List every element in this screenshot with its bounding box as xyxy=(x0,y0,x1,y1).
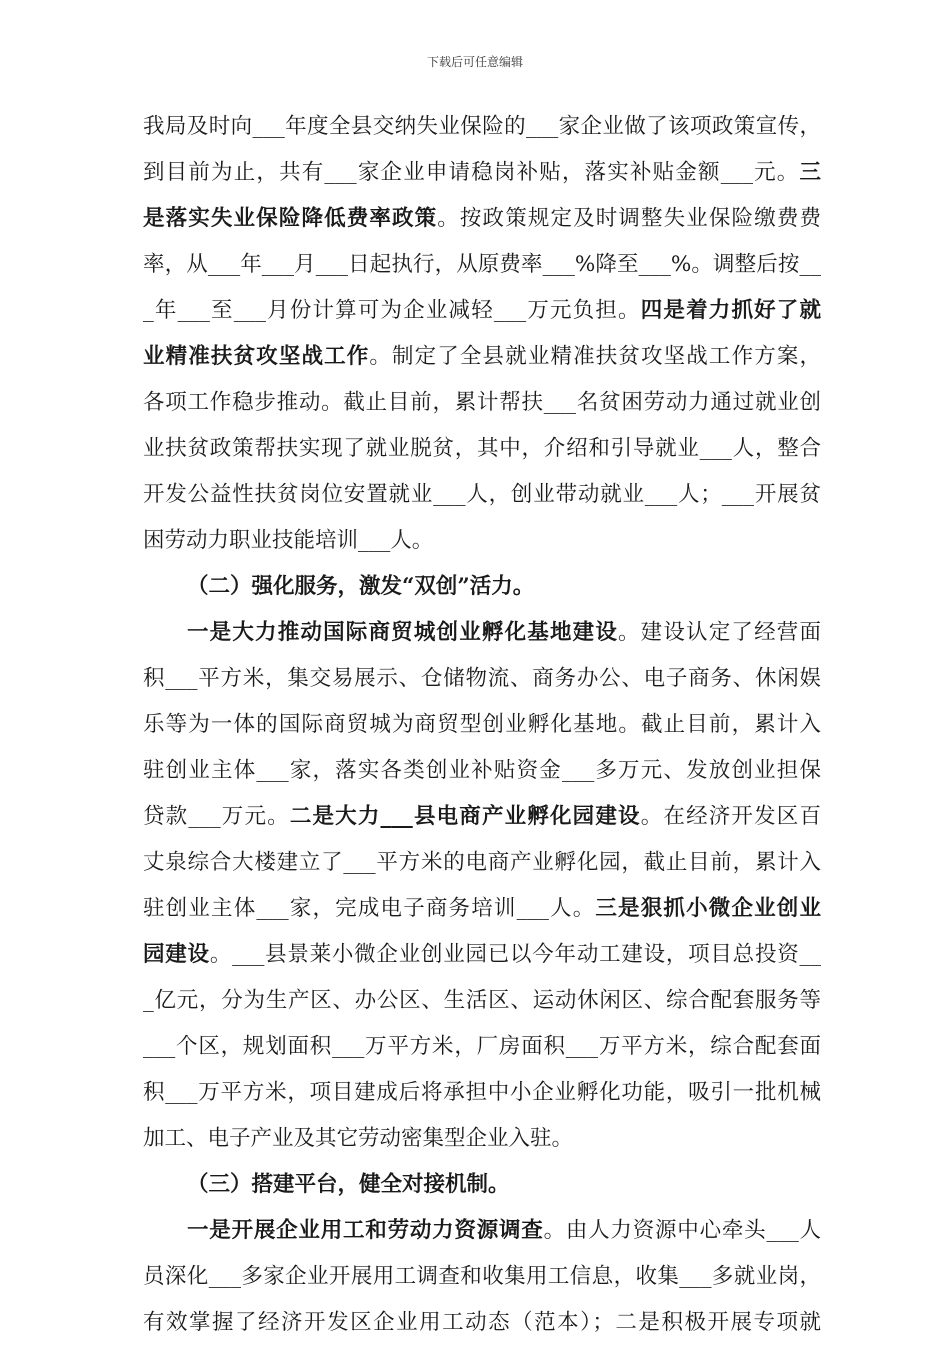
text-line xyxy=(143,426,821,472)
bold-text-run: 三 xyxy=(799,160,821,185)
bold-text-run: 一是大力推动国际商贸城创业孵化基地建设 xyxy=(187,620,618,645)
text-run: 。在经济开发区百 xyxy=(640,804,821,829)
bold-text-run: 是落实失业保险降低费率政策 xyxy=(143,206,438,231)
text-run: _年___至___月份计算可为企业减轻___万元负担。 xyxy=(143,298,641,323)
text-run: 。___县景莱小微企业创业园已以今年动工建设，项目总投资__ xyxy=(209,942,821,967)
text-run: 积___平方米，集交易展示、仓储物流、商务办公、电子商务、休闲娱 xyxy=(143,666,821,691)
text-line xyxy=(143,702,821,748)
text-run: 。制定了全县就业精准扶贫攻坚战工作方案， xyxy=(369,344,821,369)
text-run: 积___万平方米，项目建成后将承担中小企业孵化功能，吸引一批机械 xyxy=(143,1080,821,1105)
bold-text-run: 业精准扶贫攻坚战工作 xyxy=(143,344,370,369)
page-header: 下载后可任意编辑 xyxy=(426,55,523,69)
text-run: 到目前为止，共有___家企业申请稳岗补贴，落实补贴金额___元。 xyxy=(143,160,800,185)
text-line xyxy=(143,748,821,794)
text-line xyxy=(143,288,821,334)
text-line xyxy=(143,564,821,610)
text-line xyxy=(143,242,821,288)
text-line xyxy=(143,150,821,196)
text-line xyxy=(143,472,821,518)
text-run: 驻创业主体___家，完成电子商务培训___人。 xyxy=(143,896,596,921)
text-line xyxy=(143,334,821,380)
text-line xyxy=(143,656,821,702)
bold-text-run: （二）强化服务，激发“双创”活力。 xyxy=(187,574,535,599)
text-line xyxy=(143,1300,821,1346)
text-run: 。建设认定了经营面 xyxy=(618,620,821,645)
text-run: 丈泉综合大楼建立了___平方米的电商产业孵化园，截止目前，累计入 xyxy=(143,850,821,875)
text-line xyxy=(143,932,821,978)
text-line xyxy=(143,1162,821,1208)
document-body xyxy=(143,104,821,1346)
text-run: 。由人力资源中心牵头___人 xyxy=(543,1218,821,1243)
text-line xyxy=(143,1070,821,1116)
text-line xyxy=(143,978,821,1024)
text-run: 困劳动力职业技能培训___人。 xyxy=(143,528,434,553)
text-run: 各项工作稳步推动。截止目前，累计帮扶___名贫困劳动力通过就业创 xyxy=(143,390,821,415)
bold-text-run: 三是狠抓小微企业创业 xyxy=(595,896,821,921)
text-run: 贷款___万元。 xyxy=(143,804,290,829)
text-run: 开发公益性扶贫岗位安置就业___人，创业带动就业___人；___开展贫 xyxy=(143,482,821,507)
bold-text-run: 四是着力抓好了就 xyxy=(640,298,821,323)
text-run: 有效掌握了经济开发区企业用工动态（范本）；二是积极开展专项就 xyxy=(143,1310,821,1335)
text-line xyxy=(143,104,821,150)
text-line xyxy=(143,1254,821,1300)
bold-text-run: 一是开展企业用工和劳动力资源调查 xyxy=(187,1218,544,1243)
text-run: 率，从___年___月___日起执行，从原费率___%降至___%。调整后按__ xyxy=(143,252,821,277)
text-run: 业扶贫政策帮扶实现了就业脱贫，其中，介绍和引导就业___人，整合 xyxy=(143,436,821,461)
text-run: 加工、电子产业及其它劳动密集型企业入驻。 xyxy=(143,1126,574,1151)
bold-text-run: （三）搭建平台，健全对接机制。 xyxy=(187,1172,510,1197)
text-line xyxy=(143,196,821,242)
text-run: 乐等为一体的国际商贸城为商贸型创业孵化基地。截止目前，累计入 xyxy=(143,712,821,737)
text-line xyxy=(143,794,821,840)
text-line xyxy=(143,886,821,932)
text-line xyxy=(143,1208,821,1254)
text-line xyxy=(143,1024,821,1070)
text-run: 员深化___多家企业开展用工调查和收集用工信息，收集___多就业岗， xyxy=(143,1264,821,1289)
text-run: _亿元，分为生产区、办公区、生活区、运动休闲区、综合配套服务等 xyxy=(143,988,821,1013)
text-run: ___个区，规划面积___万平方米，厂房面积___万平方米，综合配套面 xyxy=(143,1034,821,1059)
text-run: 驻创业主体___家，落实各类创业补贴资金___多万元、发放创业担保 xyxy=(143,758,821,783)
text-line xyxy=(143,380,821,426)
text-line xyxy=(143,518,821,564)
bold-text-run: 园建设 xyxy=(143,942,210,967)
text-line xyxy=(143,1116,821,1162)
text-line xyxy=(143,610,821,656)
bold-text-run: 二是大力___县电商产业孵化园建设 xyxy=(289,804,641,829)
text-run: 。按政策规定及时调整失业保险缴费费 xyxy=(437,206,821,231)
text-line xyxy=(143,840,821,886)
text-run: 我局及时向___年度全县交纳失业保险的___家企业做了该项政策宣传， xyxy=(143,114,821,139)
